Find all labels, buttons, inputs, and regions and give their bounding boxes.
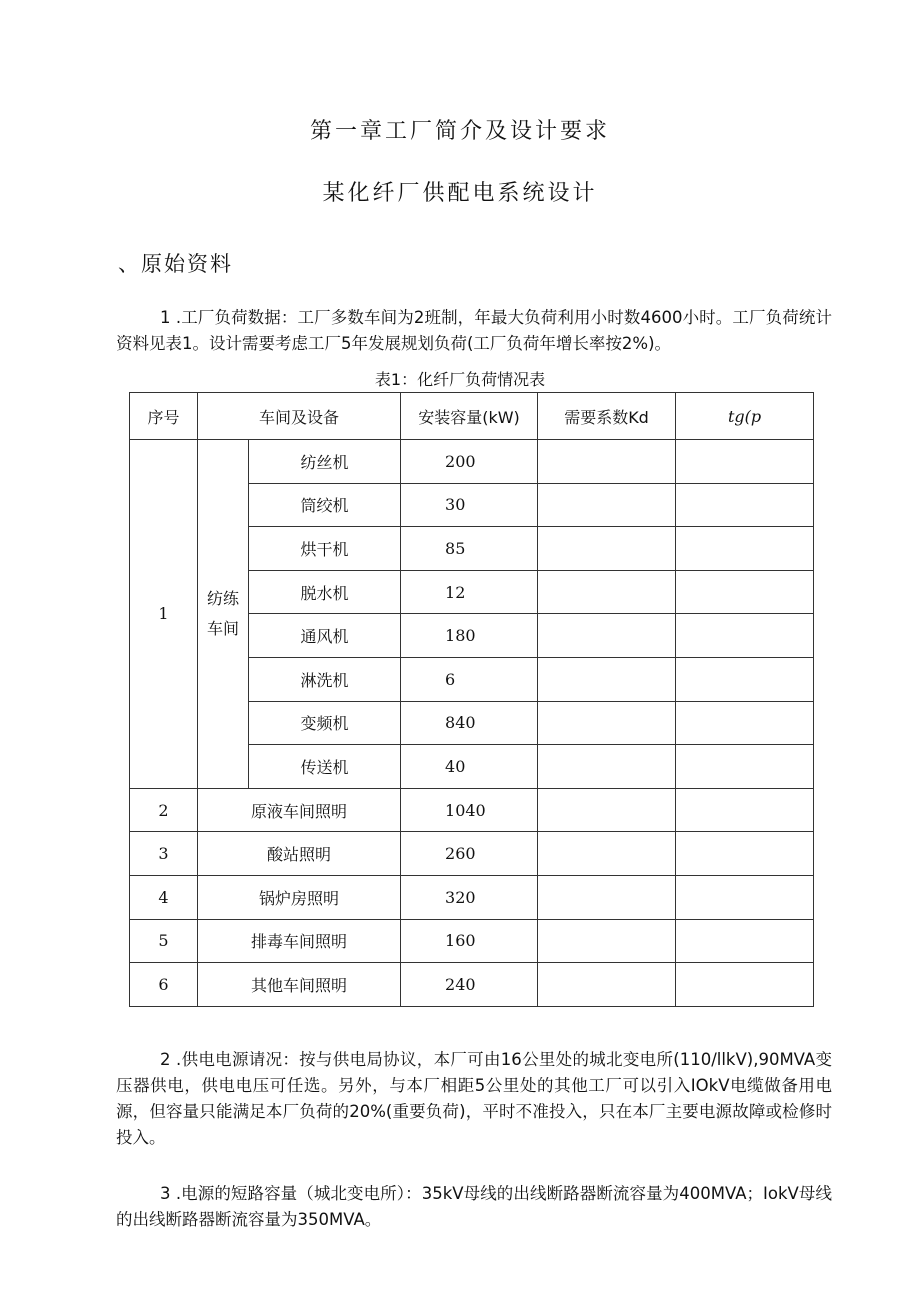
tg-cell	[676, 832, 814, 876]
equipment-capacity: 40	[401, 745, 538, 789]
tg-cell	[676, 527, 814, 571]
kd-cell	[538, 440, 676, 484]
kd-cell	[538, 657, 676, 701]
equipment-name: 纺丝机	[249, 440, 401, 484]
tg-cell	[676, 570, 814, 614]
kd-cell	[538, 919, 676, 963]
row-seq: 5	[130, 919, 198, 963]
paragraph-power-supply: 2 .供电电源请况：按与供电局协议，本厂可由16公里处的城北变电所(110/llkV),90MVA变压器供电，供电电压可任选。另外，与本厂相距5公里处的其他工厂可以引入IOkV电缆做备用电源，但容量只能满足本厂负荷的20%(重要负荷)，平时不准投入，只在本厂主要电源故障或检修时投入。	[116, 1050, 832, 1147]
row-capacity: 1040	[401, 788, 538, 832]
equipment-capacity: 180	[401, 614, 538, 658]
tg-cell	[676, 440, 814, 484]
equipment-capacity: 6	[401, 657, 538, 701]
kd-cell	[538, 614, 676, 658]
group-seq: 1	[130, 440, 198, 789]
chapter-title: 第一章工厂简介及设计要求	[309, 119, 610, 144]
equipment-capacity: 30	[401, 483, 538, 527]
table-row	[130, 919, 814, 963]
tg-cell	[676, 919, 814, 963]
table-row	[130, 963, 814, 1007]
table-row	[130, 832, 814, 876]
header-seq: 序号	[130, 393, 198, 440]
tg-cell	[676, 788, 814, 832]
group-workshop	[198, 440, 249, 789]
kd-cell	[538, 745, 676, 789]
tg-cell	[676, 483, 814, 527]
row-capacity: 320	[401, 875, 538, 919]
kd-cell	[538, 788, 676, 832]
row-seq: 6	[130, 963, 198, 1007]
header-kd: 需要系数Kd	[538, 393, 676, 440]
table-row	[130, 875, 814, 919]
row-name: 原液车间照明	[198, 788, 401, 832]
row-seq: 2	[130, 788, 198, 832]
row-name: 其他车间照明	[198, 963, 401, 1007]
tg-cell	[676, 614, 814, 658]
workshop-line1: 纺练	[206, 588, 239, 608]
header-workshop: 车间及设备	[198, 393, 401, 440]
kd-cell	[538, 570, 676, 614]
kd-cell	[538, 701, 676, 745]
equipment-name: 脱水机	[249, 570, 401, 614]
equipment-capacity: 85	[401, 527, 538, 571]
row-capacity: 260	[401, 832, 538, 876]
equipment-capacity: 12	[401, 570, 538, 614]
equipment-name: 传送机	[249, 745, 401, 789]
workshop-line2: 车间	[206, 618, 239, 638]
row-name: 酸站照明	[198, 832, 401, 876]
table-row	[130, 788, 814, 832]
kd-cell	[538, 875, 676, 919]
kd-cell	[538, 483, 676, 527]
equipment-name: 筒绞机	[249, 483, 401, 527]
equipment-capacity: 840	[401, 701, 538, 745]
section-heading: 、原始资料	[118, 252, 233, 276]
tg-cell	[676, 701, 814, 745]
kd-cell	[538, 963, 676, 1007]
row-seq: 3	[130, 832, 198, 876]
kd-cell	[538, 527, 676, 571]
tg-cell	[676, 657, 814, 701]
table-caption: 表1：化纤厂负荷情况表	[374, 370, 546, 389]
tg-cell	[676, 875, 814, 919]
table-header-row	[130, 393, 814, 440]
paragraph-load-data: 1 .工厂负荷数据：工厂多数车间为2班制，年最大负荷利用小时数4600小时。工厂负荷统计资料见表1。设计需要考虑工厂5年发展规划负荷(工厂负荷年增长率按2%)。	[116, 308, 832, 353]
document-title: 某化纤厂供配电系统设计	[322, 181, 598, 206]
load-table	[129, 392, 814, 1007]
paragraph-short-circuit: 3 .电源的短路容量（城北变电所）：35kV母线的出线断路器断流容量为400MVA；IokV母线的出线断路器断流容量为350MVA。	[116, 1184, 832, 1229]
equipment-capacity: 200	[401, 440, 538, 484]
row-name: 锅炉房照明	[198, 875, 401, 919]
header-tg: tg(p	[676, 393, 814, 440]
row-capacity: 160	[401, 919, 538, 963]
tg-cell	[676, 745, 814, 789]
header-capacity: 安装容量(kW)	[401, 393, 538, 440]
kd-cell	[538, 832, 676, 876]
row-seq: 4	[130, 875, 198, 919]
row-capacity: 240	[401, 963, 538, 1007]
equipment-name: 通风机	[249, 614, 401, 658]
table-row	[130, 440, 814, 484]
equipment-name: 变频机	[249, 701, 401, 745]
equipment-name: 淋洗机	[249, 657, 401, 701]
tg-cell	[676, 963, 814, 1007]
equipment-name: 烘干机	[249, 527, 401, 571]
row-name: 排毒车间照明	[198, 919, 401, 963]
